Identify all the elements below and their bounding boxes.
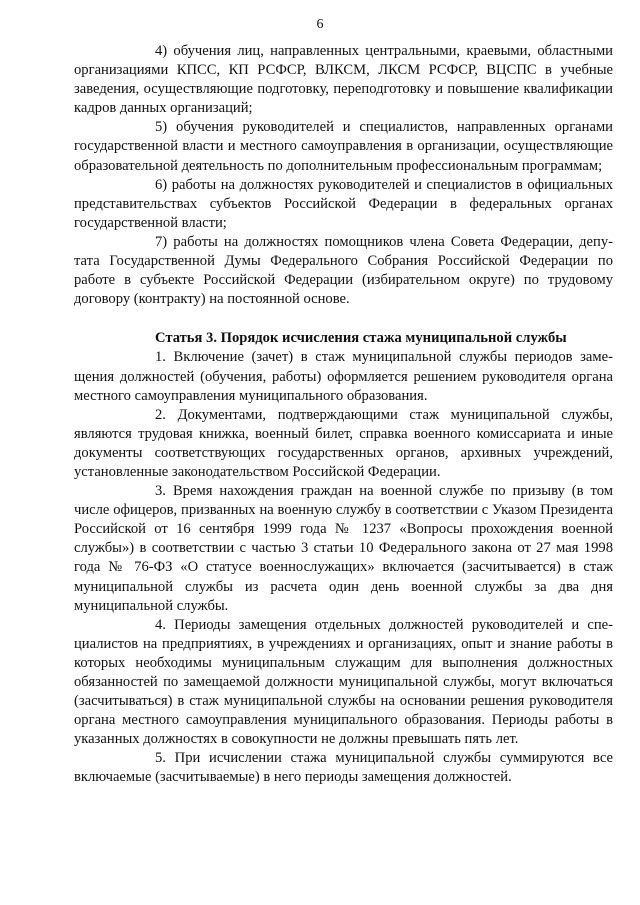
page-number: 6 xyxy=(316,17,324,32)
article-paragraph-1: 1. Включение (зачет) в стаж муниципальной службы периодов замещения должностей (обучения, работы) оформляется решением руководителя органа местного самоуправления муниципального образования. xyxy=(74,349,613,404)
article-paragraph-2: 2. Документами, подтверждающими стаж муниципальной службы, являются трудовая книжка, военный билет, справка военного комиссариата и иные документы соответствующих государственных органов, архивных учреждений, установленные законодательством Российской Федерации. xyxy=(74,406,613,480)
article-paragraph-5: 5. При исчислении стажа муниципальной службы суммируются все включаемые (засчитываемые) в него периоды замещения должностей. xyxy=(74,750,613,786)
list-item-5: 5) обучения руководителей и специалистов, направленных органами государственной власти и местного самоуправления в организации, осуществляющие образовательной деятельность по дополнительным профессиональным программам; xyxy=(74,119,613,174)
list-item-4: 4) обучения лиц, направленных центральными, краевыми, областными организациями КПСС, КП РСФСР, ВЛКСМ, ЛКСМ РСФСР, ВЦСПС в учебные заведения, осуществляющие подготовку, переподготовку и повышение квалификации кадров данных организаций; xyxy=(74,43,613,117)
section-gap xyxy=(74,309,613,329)
list-item-6: 6) работы на должностях руководителей и специалистов в официальных представительствах субъектов Российской Федерации в федеральных органах государственной власти; xyxy=(74,176,613,231)
list-item-7: 7) работы на должностях помощников члена Совета Федерации, депутата Государственной Думы Федерального Собрания Российской Федерации по работе в субъекте Российской Федерации (избирательном округе) по трудовому договору (контракту) на постоянной основе. xyxy=(74,233,613,308)
article-heading: Статья 3. Порядок исчисления стажа муниципальной службы xyxy=(155,330,567,347)
document-body xyxy=(74,42,613,788)
article-paragraph-3: 3. Время нахождения граждан на военной службе по призыву (в том числе офицеров, призванных на военную службу в соответствии с Указом Президента Российской от 16 сентября 1999 года № 1237 «Вопросы прохождения военной службы») в соответствии с частью 3 статьи 10 Федерального закона от 27 мая 1998 года № 76-ФЗ «О статусе военнослужащих» включается (засчитывается) в стаж муниципальной службы из расчета один день военной службы за два дня муниципальной службы. xyxy=(74,483,613,614)
article-paragraph-4: 4. Периоды замещения отдельных должностей руководителей и специалистов на предприятиях, в учреждениях и организациях, опыт и знание работы в которых необходимы муниципальным служащим для выполнения должностных обязанностей по замещаемой должности муниципальной службы, могут включаться (засчитываться) в стаж муниципальной службы на основании решения руководителя органа местного самоуправления муниципального образования. Периоды работы в указанных должностях в совокупности не должны превышать пять лет. xyxy=(74,616,613,748)
